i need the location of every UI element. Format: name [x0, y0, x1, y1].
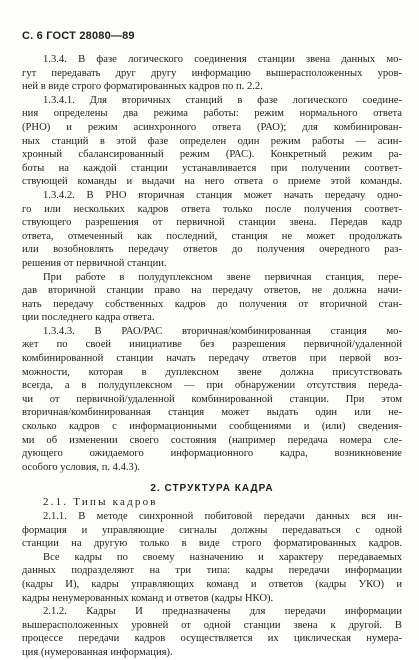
- text-line: всегда, а в полудуплексном — при обнаружении отсутствия переда-: [22, 380, 402, 392]
- text-line: или возобновлять передачу ответов до получения очередного раз-: [22, 244, 402, 256]
- text-line: ных станций в этой фазе определен один режим работы — асин-: [22, 135, 402, 147]
- text-line: 2.1.2. Кадры И предназначены для передачи информации: [43, 606, 402, 618]
- text-line: кадры ненумерованных команд и ответов (кадры НКО).: [22, 592, 274, 604]
- text-line: решения от первичной станции.: [22, 257, 167, 269]
- subsection-title: 2.1. Типы кадров: [43, 496, 158, 509]
- text-line: боты на каждой станции устанавливается при получении соответ-: [22, 162, 402, 174]
- text-line: хронный сбалансированный режим (РАС). Конкретный режим ра-: [22, 149, 402, 161]
- text-line: ней в виде строго форматированных кадров по п. 2.2.: [22, 81, 263, 93]
- page-body: [22, 53, 402, 660]
- text-line: процессе передачи кадров осуществляется их циклическая нумера-: [22, 633, 402, 645]
- text-line: Все кадры по своему назначению и характеру передаваемых: [43, 551, 402, 563]
- text-line: го или нескольких кадров ответа только после получения соответ-: [22, 203, 402, 215]
- section-title: 2. СТРУКТУРА КАДРА: [150, 483, 274, 495]
- text-line: (кадры И), кадры управляющих команд и ответов (кадры УКО) и: [22, 578, 402, 590]
- text-line: дующего ожидаемого информационного кадра, возникновение: [22, 448, 402, 460]
- text-block-section-1: [22, 53, 402, 474]
- text-line: 1.3.4.1. Для вторичных станций в фазе логического соедине-: [43, 94, 402, 106]
- text-line: сколько кадров с информационными сообщениями и (или) сведения-: [22, 421, 402, 433]
- text-line: ствующей команды и выдачи на него ответа о приеме этой команды.: [22, 176, 402, 188]
- text-line: ответа, отмеченный как последний, станция не может продолжать: [22, 230, 402, 242]
- text-line: При работе в полудуплексном звене первичная станция, пере-: [43, 271, 402, 283]
- text-line: (РНО) и режим асинхронного ответа (РАО); для комбинирован-: [22, 121, 402, 133]
- text-line: чи от первичной/удаленной комбинированной станции. При этом: [22, 393, 402, 405]
- text-line: дав вторичной станции право на передачу ответов, не должна начи-: [22, 285, 402, 297]
- text-line: данных подразделяют на три типа: кадры передачи информации: [22, 565, 402, 577]
- text-block-section-2: [22, 510, 402, 660]
- text-line: ния определены два режима работы: режим нормального ответа: [22, 108, 402, 120]
- text-line: ствующего разрешения от первичной станции звена. Передав кадр: [22, 217, 402, 229]
- text-line: 1.3.4.2. В РНО вторичная станция может начать передачу одно-: [43, 189, 402, 201]
- text-line: 1.3.4.3. В РАО/РАС вторичная/комбинированная станция мо-: [43, 325, 402, 337]
- text-line: ми об изменении своего состояния (например передача номера сле-: [22, 434, 402, 446]
- text-line: гут передавать друг другу информацию вышерасположенных уров-: [22, 67, 402, 79]
- text-line: вторичная/комбинированная станция может выдать один или не-: [22, 407, 402, 419]
- text-line: станции на другую только в виде строго форматированных кадров.: [22, 538, 402, 550]
- text-line: особого условия, п. 4.4.3).: [22, 461, 141, 473]
- text-line: вышерасположенных уровней от одной станции звена к другой. В: [22, 619, 402, 631]
- text-line: нать передачу собственных кадров до получения от вторичной стан-: [22, 298, 402, 310]
- text-line: ция (нумерованная информация).: [22, 646, 173, 658]
- text-line: 2.1.1. В методе синхронной побитовой передачи данных вся ин-: [43, 511, 402, 522]
- text-line: жет по своей инициативе без разрешения первичной/удаленной: [22, 339, 402, 351]
- text-line: можности, которая в дуплексном звене должна присутствовать: [22, 366, 402, 378]
- text-line: 1.3.4. В фазе логического соединения станции звена данных мо-: [43, 54, 402, 65]
- text-line: ции последнего кадра ответа.: [22, 312, 155, 324]
- text-line: формация и управляющие сигналы должны передаваться с одной: [22, 524, 402, 536]
- text-line: комбинированной станции начать передачу ответов при первой воз-: [22, 353, 402, 365]
- page-header: С. 6 ГОСТ 28080—89: [22, 30, 135, 42]
